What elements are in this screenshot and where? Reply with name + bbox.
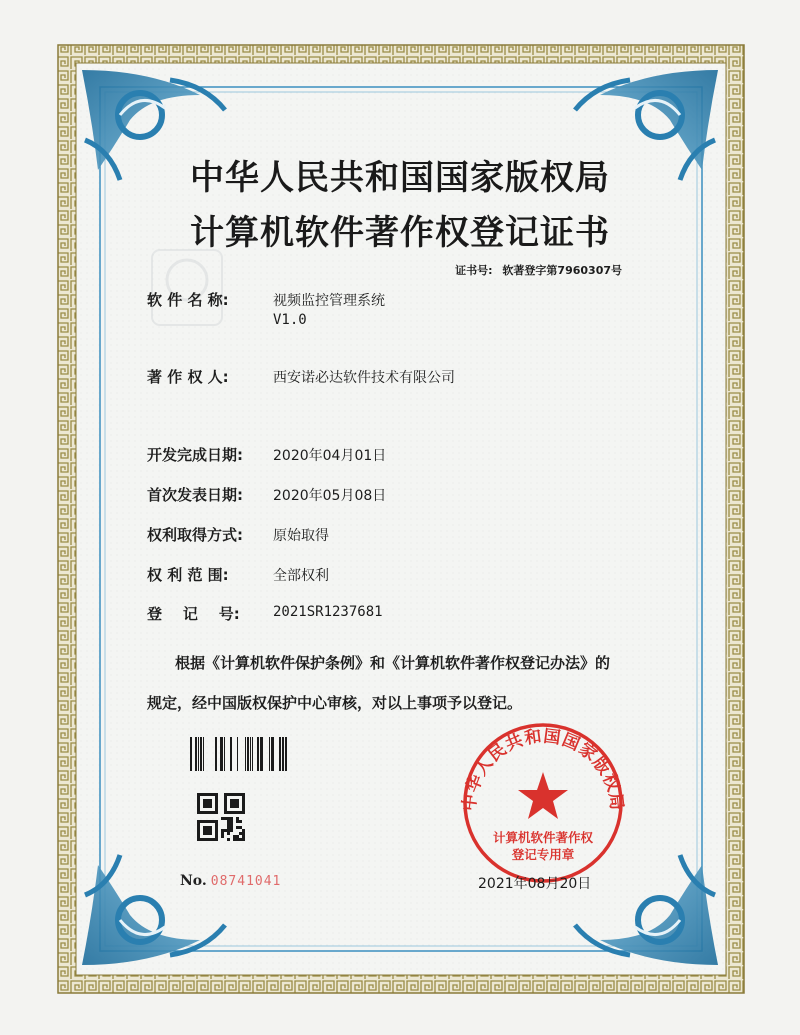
- completion-date-label: 开发完成日期:: [147, 446, 243, 464]
- serial-number: [180, 873, 281, 889]
- software-version-value: V1.0: [273, 312, 307, 328]
- acquisition-method-label: 权利取得方式:: [147, 526, 243, 544]
- registration-number-value: 2021SR1237681: [273, 604, 383, 620]
- copyright-owner-label: 著 作 权 人:: [147, 368, 229, 386]
- completion-date-value: 2020年04月01日: [273, 448, 387, 464]
- acquisition-method-value: 原始取得: [273, 528, 329, 544]
- issue-date: 2021年08月20日: [478, 876, 592, 892]
- first-publication-date-label: 首次发表日期:: [147, 486, 243, 504]
- software-name-value: 视频监控管理系统: [273, 293, 385, 309]
- certificate-title: 计算机软件著作权登记证书: [190, 213, 610, 253]
- serial-value: 08741041: [210, 874, 282, 889]
- rights-scope-label: 权 利 范 围:: [147, 566, 229, 584]
- software-name-label: 软 件 名 称:: [147, 291, 229, 309]
- statement-line-1: 根据《计算机软件保护条例》和《计算机软件著作权登记办法》的: [175, 654, 611, 672]
- seal-line2: 登记专用章: [511, 847, 575, 862]
- seal-line1: 计算机软件著作权: [492, 830, 594, 845]
- certificate-number-row: [449, 262, 622, 278]
- copyright-owner-value: 西安诺必达软件技术有限公司: [273, 370, 455, 386]
- rights-scope-value: 全部权利: [273, 568, 329, 584]
- certificate-number-value: 软著登字第7960307号: [502, 264, 622, 277]
- seal-arc-text: 中华人民共和国国家版权局: [459, 726, 627, 812]
- statement-line-2: 规定，经中国版权保护中心审核，对以上事项予以登记。: [147, 694, 523, 712]
- issuing-authority-title: 中华人民共和国国家版权局: [190, 158, 610, 198]
- serial-label: No.: [180, 873, 207, 889]
- registration-number-label: 登 记 号:: [147, 605, 240, 623]
- certificate-number-label: 证书号:: [455, 264, 493, 277]
- first-publication-date-value: 2020年05月08日: [273, 488, 387, 504]
